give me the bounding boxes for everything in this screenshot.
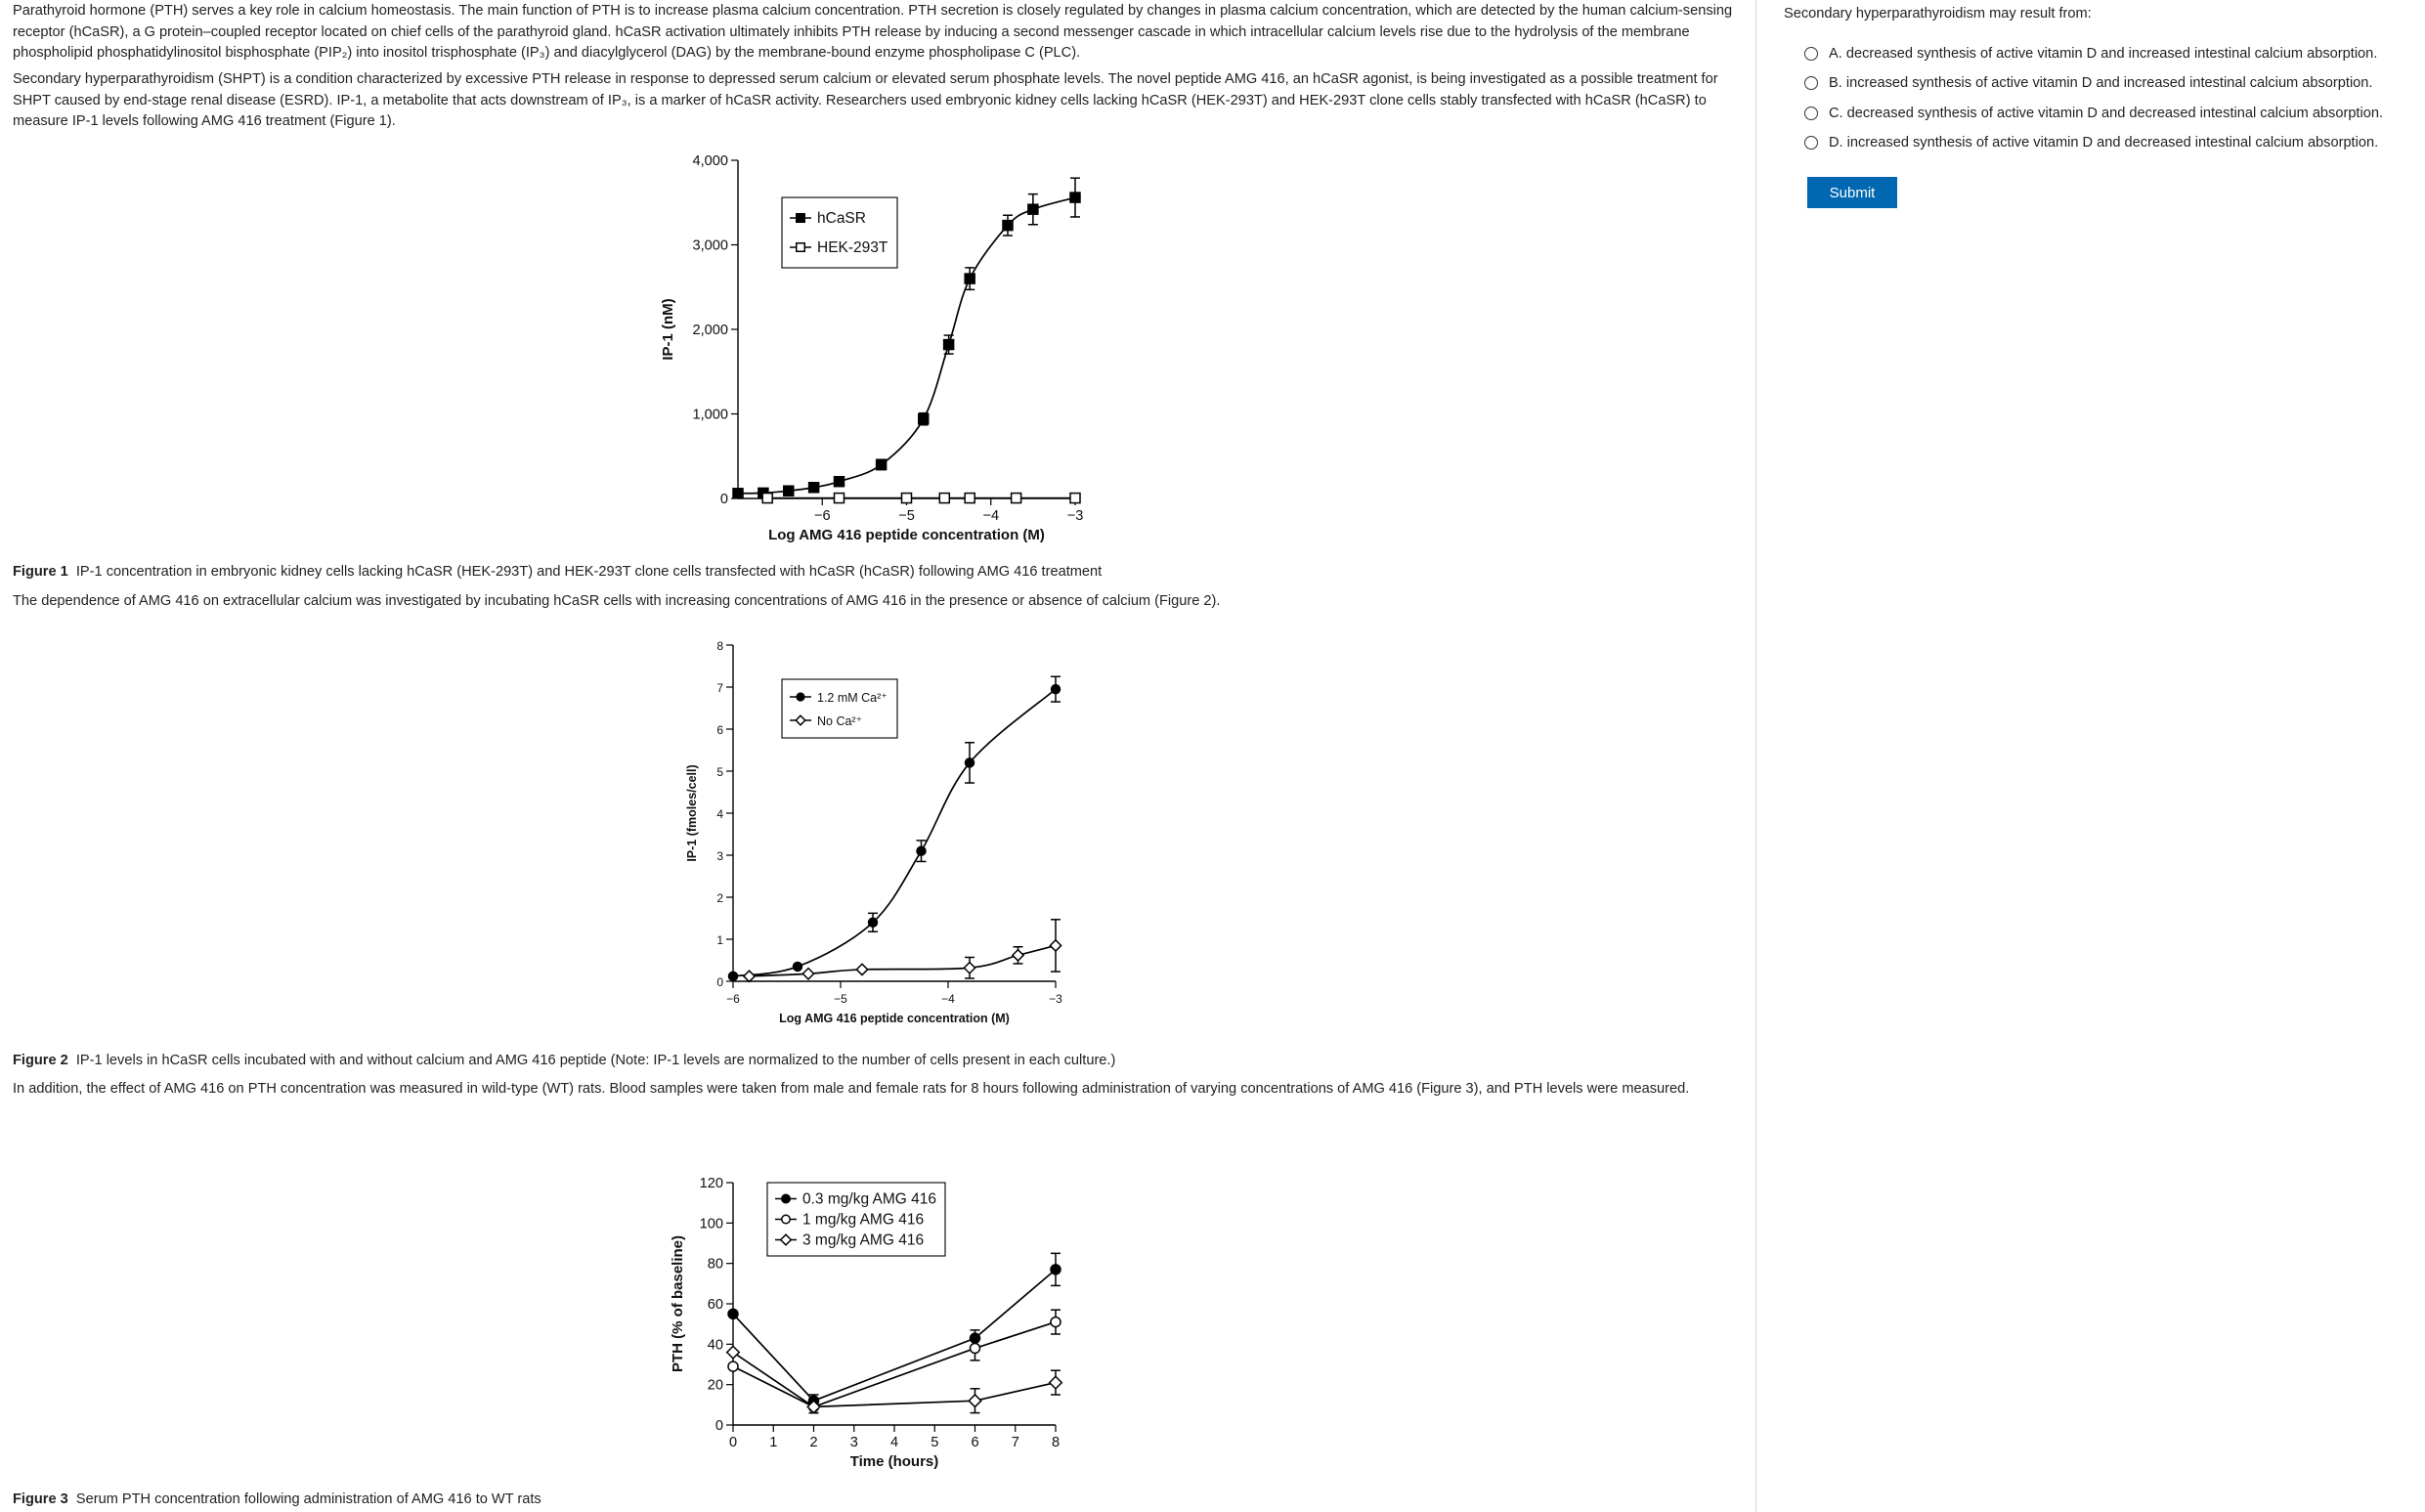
chart1-data-point <box>809 483 819 493</box>
chart3-data-point <box>728 1309 738 1318</box>
chart1-y-tick-label: 0 <box>719 492 728 507</box>
figure-1-chart <box>645 147 1104 552</box>
chart1-data-point <box>944 340 954 350</box>
chart3-data-point <box>1051 1318 1061 1327</box>
chart1-data-point <box>939 494 949 503</box>
chart3-x-tick-label: 1 <box>769 1435 778 1450</box>
chart2-series-2 <box>744 920 1061 982</box>
chart1-legend-box <box>782 197 897 268</box>
chart3-x-tick-label: 8 <box>1051 1435 1061 1450</box>
chart1-legend-marker <box>797 214 805 223</box>
figure-2-label: Figure 2 <box>13 1053 68 1068</box>
option-c-text: decreased synthesis of active vitamin D and decreased intestinal calcium absorption. <box>1846 106 2384 121</box>
chart2-y-tick-label: 7 <box>716 681 723 695</box>
chart3-x-tick-label: 4 <box>889 1435 899 1450</box>
answer-option-a[interactable] <box>1804 42 2377 65</box>
chart2-y-tick-label: 1 <box>716 933 723 947</box>
chart1-data-point <box>835 494 844 503</box>
chart1-x-axis-title: Log AMG 416 peptide concentration (M) <box>768 527 1045 543</box>
chart2-y-axis-title: IP-1 (fmoles/cell) <box>685 764 699 862</box>
option-a-letter: A. <box>1829 46 1842 62</box>
chart1-data-point <box>1028 204 1038 214</box>
chart3-y-tick-label: 40 <box>707 1337 723 1354</box>
radio-a-icon[interactable] <box>1804 47 1818 61</box>
chart1-x-tick-label: −3 <box>1066 508 1084 524</box>
chart2-data-point <box>856 964 867 974</box>
chart1-legend-label: HEK-293T <box>817 239 888 256</box>
chart3-y-tick-label: 100 <box>699 1216 723 1232</box>
chart3-series-line <box>733 1353 1056 1407</box>
option-d-text: increased synthesis of active vitamin D and decreased intestinal calcium absorption. <box>1846 135 2379 151</box>
radio-c-icon[interactable] <box>1804 107 1818 120</box>
chart1-data-point <box>877 459 887 469</box>
passage-paragraph-3: The dependence of AMG 416 on extracellular calcium was investigated by incubating hCaSR cells with increasing concentrations of AMG 416 in the presence or absence of calcium (Figure 2). <box>13 593 1221 609</box>
chart3-legend-marker <box>782 1215 791 1224</box>
chart3-x-tick-label: 7 <box>1011 1435 1019 1450</box>
chart1-legend <box>782 197 897 268</box>
chart1-data-point <box>965 494 974 503</box>
passage-paragraph-4: In addition, the effect of AMG 416 on PTH concentration was measured in wild-type (WT) rats. Blood samples were taken from male and female rats for 8 hours following administration of varying concentrations of AMG 416 (Figure 3), and PTH levels were measured. <box>13 1081 1690 1097</box>
chart1-legend-marker <box>797 243 805 252</box>
chart1-x-tick-label: −5 <box>898 508 915 524</box>
question-pane <box>1757 0 2425 1512</box>
submit-button[interactable]: Submit <box>1807 177 1897 208</box>
radio-b-icon[interactable] <box>1804 76 1818 90</box>
chart2-data-point <box>794 962 802 971</box>
chart3-data-point <box>969 1395 981 1407</box>
chart1-y-tick-label: 2,000 <box>692 323 728 338</box>
figure-1-caption-text: IP-1 concentration in embryonic kidney cells lacking hCaSR (HEK-293T) and HEK-293T clone cells transfected with hCaSR (hCaSR) following AMG 416 treatment <box>75 564 1103 580</box>
chart3-y-tick-label: 60 <box>707 1297 723 1313</box>
chart2-data-point <box>729 972 738 980</box>
chart3-data-point <box>1050 1376 1062 1389</box>
figure-3-caption-text: Serum PTH concentration following administration of AMG 416 to WT rats <box>75 1491 541 1507</box>
chart2-legend-label: No Ca²⁺ <box>817 714 863 728</box>
passage-paragraph-2: Secondary hyperparathyroidism (SHPT) is a condition characterized by excessive PTH release in response to depressed serum calcium or elevated serum phosphate levels. The novel peptide AMG 416, an hCaSR agonist, is being investigated as a possible treatment for SHPT caused by end-stage renal disease (ESRD). IP-1, a metabolite that acts downstream of IP₃, is a marker of hCaSR activity. Researchers used embryonic kidney cells lacking hCaSR (HEK-293T) and HEK-293T clone cells stably transfected with hCaSR (hCaSR) to measure IP-1 levels following AMG 416 treatment (Figure 1). <box>13 71 1718 129</box>
chart3-data-point <box>728 1361 738 1371</box>
chart2-x-tick-label: −5 <box>834 992 847 1006</box>
radio-d-icon[interactable] <box>1804 136 1818 150</box>
chart2-legend-box <box>782 679 897 738</box>
chart2-y-tick-label: 8 <box>716 639 723 653</box>
chart2-x-tick-label: −3 <box>1049 992 1062 1006</box>
answer-option-d[interactable] <box>1804 131 2378 154</box>
chart2-x-tick-label: −6 <box>726 992 740 1006</box>
chart2-data-point <box>917 846 926 855</box>
chart2-legend-label: 1.2 mM Ca²⁺ <box>817 691 888 705</box>
option-c-letter: C. <box>1829 106 1843 121</box>
chart1-series-2 <box>762 494 1080 503</box>
chart2-y-tick-label: 6 <box>716 723 723 737</box>
chart1-data-point <box>1070 494 1080 503</box>
figure-2-caption <box>13 1051 1743 1071</box>
chart1-data-point <box>919 414 929 424</box>
chart1-y-tick-label: 3,000 <box>692 238 728 254</box>
chart2-data-point <box>966 758 974 767</box>
chart1-data-point <box>965 274 974 283</box>
chart2-data-point <box>964 963 974 973</box>
chart3-legend-label: 0.3 mg/kg AMG 416 <box>802 1190 936 1208</box>
chart2-legend <box>782 679 897 738</box>
chart1-y-axis-title: IP-1 (nM) <box>660 298 676 361</box>
chart2-data-point <box>802 969 813 979</box>
chart3-data-point <box>727 1346 740 1359</box>
chart3-y-axis-title: PTH (% of baseline) <box>670 1234 686 1373</box>
chart2-x-axis-title: Log AMG 416 peptide concentration (M) <box>779 1012 1010 1025</box>
chart3-x-tick-label: 0 <box>728 1435 738 1450</box>
chart1-data-point <box>835 477 844 487</box>
chart2-data-point <box>1013 950 1023 961</box>
chart3-x-tick-label: 6 <box>971 1435 979 1450</box>
chart2-series-line <box>750 945 1057 975</box>
chart2-y-tick-label: 2 <box>716 891 723 905</box>
chart2-legend-marker <box>797 693 804 701</box>
chart1-data-point <box>733 489 743 498</box>
chart3-series-1 <box>728 1253 1061 1406</box>
chart1-data-point <box>784 486 794 496</box>
chart2-data-point <box>1050 940 1061 951</box>
chart2-data-point <box>744 971 755 981</box>
chart3-legend <box>767 1183 945 1256</box>
figure-3-chart <box>655 1119 1095 1481</box>
figure-2-chart <box>674 630 1095 1041</box>
chart3-y-tick-label: 80 <box>707 1256 723 1273</box>
chart3-data-point <box>971 1343 980 1353</box>
passage-paragraph-1: Parathyroid hormone (PTH) serves a key role in calcium homeostasis. The main function of PTH is to increase plasma calcium concentration. PTH secretion is closely regulated by changes in plasma calcium concentration, which are detected by the human calcium-sensing receptor (hCaSR), a G protein–coupled receptor located on chief cells of the parathyroid gland. hCaSR activation ultimately inhibits PTH release by inducing a second messenger cascade in which intracellular calcium levels rise due to the hydrolysis of the membrane phospholipid phosphatidylinositol bisphosphate (PIP₂) into inositol trisphosphate (IP₃) and diacylglycerol (DAG) by the membrane-bound enzyme phospholipase C (PLC). <box>13 3 1733 61</box>
chart1-y-tick-label: 1,000 <box>692 407 728 423</box>
chart1-legend-label: hCaSR <box>817 210 866 227</box>
option-b-letter: B. <box>1829 75 1842 91</box>
chart3-x-tick-label: 2 <box>809 1435 818 1450</box>
chart2-y-tick-label: 5 <box>716 765 723 779</box>
option-a-text: decreased synthesis of active vitamin D and increased intestinal calcium absorption. <box>1845 46 2378 62</box>
chart3-y-tick-label: 0 <box>715 1418 723 1434</box>
chart3-series-3 <box>727 1346 1062 1412</box>
answer-option-c[interactable] <box>1804 102 2383 125</box>
chart2-data-point <box>1052 685 1061 694</box>
chart1-data-point <box>1012 494 1021 503</box>
chart3-x-axis-title: Time (hours) <box>849 1453 939 1470</box>
chart3-y-tick-label: 20 <box>707 1377 723 1394</box>
chart3-data-point <box>1051 1265 1061 1274</box>
chart3-x-tick-label: 5 <box>931 1435 939 1450</box>
figure-2-caption-text: IP-1 levels in hCaSR cells incubated with and without calcium and AMG 416 peptide (Note: IP-1 levels are normalized to the number of cells present in each culture.) <box>75 1053 1116 1068</box>
figure-1-caption <box>13 562 1743 583</box>
chart3-legend-label: 3 mg/kg AMG 416 <box>802 1231 925 1249</box>
chart3-series-line <box>733 1270 1056 1401</box>
chart2-x-tick-label: −4 <box>941 992 955 1006</box>
answer-option-b[interactable] <box>1804 71 2372 95</box>
question-prompt: Secondary hyperparathyroidism may result from: <box>1784 6 2092 22</box>
chart1-data-point <box>762 494 772 503</box>
chart2-y-tick-label: 3 <box>716 849 723 863</box>
chart2-y-tick-label: 4 <box>716 807 723 821</box>
option-b-text: increased synthesis of active vitamin D and increased intestinal calcium absorption. <box>1845 75 2373 91</box>
chart1-x-tick-label: −6 <box>813 508 831 524</box>
chart1-y-tick-label: 4,000 <box>692 153 728 169</box>
chart2-y-tick-label: 0 <box>716 975 723 989</box>
figure-3-caption <box>13 1490 1743 1510</box>
chart1-x-tick-label: −4 <box>982 508 1000 524</box>
chart3-y-tick-label: 120 <box>699 1176 723 1191</box>
figure-3-label: Figure 3 <box>13 1491 68 1507</box>
chart3-x-tick-label: 3 <box>849 1435 858 1450</box>
chart3-legend-label: 1 mg/kg AMG 416 <box>802 1211 925 1229</box>
chart1-data-point <box>1070 193 1080 202</box>
chart1-data-point <box>1003 221 1013 231</box>
chart2-data-point <box>869 918 878 927</box>
chart1-data-point <box>902 494 912 503</box>
figure-1-label: Figure 1 <box>13 564 68 580</box>
chart3-legend-marker <box>782 1194 791 1203</box>
option-d-letter: D. <box>1829 135 1843 151</box>
